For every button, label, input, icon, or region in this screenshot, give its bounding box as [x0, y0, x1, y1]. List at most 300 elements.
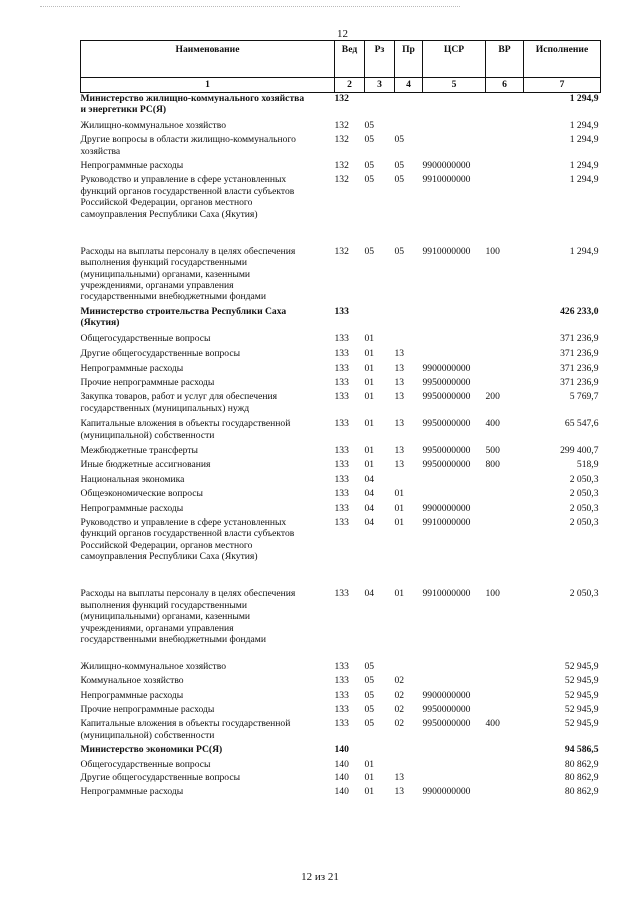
row-pr: 13	[394, 391, 405, 403]
row-rz: 05	[364, 174, 375, 186]
table-row	[81, 690, 601, 704]
row-vr	[486, 744, 524, 758]
row-ved: 140	[334, 744, 349, 756]
row-name-line: Жилищно-коммунальное хозяйство	[80, 660, 227, 672]
row-name	[81, 459, 335, 473]
table-row	[81, 418, 601, 445]
row-rz: 05	[364, 660, 375, 672]
row-sum: 52 945,9	[564, 689, 599, 701]
row-csr: 9950000000	[422, 391, 471, 403]
row-vr	[486, 704, 524, 718]
row-sum: 2 050,3	[569, 488, 599, 500]
row-name-line: учреждениями, органами управления	[80, 280, 234, 292]
row-pr: 13	[394, 376, 405, 388]
table-row	[81, 718, 601, 744]
row-vr: 100	[485, 245, 500, 257]
row-sum: 94 586,5	[564, 744, 599, 756]
row-name-line: государственных (муниципальных) нужд	[80, 402, 250, 414]
row-sum: 371 236,9	[560, 362, 599, 374]
row-name	[81, 160, 335, 174]
row-vr	[486, 134, 524, 160]
row-sum: 80 862,9	[564, 758, 599, 770]
row-sum: 1 294,9	[569, 119, 599, 131]
row-name	[81, 120, 335, 134]
row-rz: 05	[364, 134, 375, 146]
row-name-line: Руководство и управление в сфере установленных	[80, 174, 287, 186]
row-vr	[486, 160, 524, 174]
row-vr	[486, 474, 524, 488]
header-pr: Пр	[395, 41, 423, 78]
row-pr: 02	[394, 689, 405, 701]
row-name-line: Иные бюджетные ассигнования	[80, 459, 211, 471]
row-pr	[395, 306, 423, 333]
row-name-line: Коммунальное хозяйство	[80, 675, 184, 687]
row-rz: 01	[364, 348, 375, 360]
row-name-line: Расходы на выплаты персоналу в целях обеспечения	[80, 588, 296, 600]
row-name-line: выполнения функций государственными	[80, 599, 248, 611]
row-rz: 01	[364, 758, 375, 770]
row-name	[81, 661, 335, 675]
table-row	[81, 459, 601, 473]
row-name-line: выполнения функций государственными	[80, 257, 248, 269]
row-ved: 132	[334, 160, 349, 172]
row-ved: 133	[334, 459, 349, 471]
row-csr: 9900000000	[422, 160, 471, 172]
row-sum: 426 233,0	[560, 305, 599, 317]
row-sum: 1 294,9	[569, 93, 599, 104]
row-csr	[423, 772, 486, 786]
row-csr: 9900000000	[422, 689, 471, 701]
row-pr: 13	[394, 772, 405, 784]
row-sum: 1 294,9	[569, 134, 599, 146]
table-body	[81, 93, 601, 801]
row-name-line: Прочие непрограммные расходы	[80, 704, 215, 716]
row-name-line	[81, 563, 333, 574]
table-row	[81, 160, 601, 174]
row-name-line: самоуправления Республики Саха (Якутия)	[80, 551, 258, 563]
row-csr: 9910000000	[422, 174, 471, 186]
row-rz: 04	[364, 488, 375, 500]
row-vr: 800	[485, 459, 500, 471]
table-row	[81, 377, 601, 391]
row-csr: 9900000000	[422, 786, 471, 798]
header-num-1: 1	[81, 78, 335, 93]
row-pr: 13	[394, 459, 405, 471]
table-row	[81, 474, 601, 488]
row-pr: 01	[394, 588, 405, 600]
row-ved: 140	[334, 786, 349, 798]
table-row	[81, 675, 601, 689]
header-num-5: 5	[423, 78, 486, 93]
row-name-line: Общегосударственные вопросы	[80, 758, 211, 770]
row-csr	[423, 348, 486, 362]
row-name-line: Министерство экономики РС(Я)	[80, 744, 223, 756]
row-name-line: Министерство жилищно-коммунального хозяйства	[80, 93, 305, 104]
row-ved: 133	[334, 305, 349, 317]
row-vr	[486, 759, 524, 772]
row-ved: 133	[334, 704, 349, 716]
row-ved: 133	[334, 348, 349, 360]
table-row	[81, 772, 601, 786]
row-sum: 52 945,9	[564, 660, 599, 672]
row-rz: 05	[364, 119, 375, 131]
row-name-line: Непрограммные расходы	[80, 786, 184, 798]
header-num-7: 7	[524, 78, 601, 93]
row-name-line: (муниципальными) органами, казенными	[80, 268, 251, 280]
row-name-line: Капитальные вложения в объекты государственной	[80, 718, 291, 730]
row-name	[81, 174, 335, 245]
header-name: Наименование	[81, 41, 335, 78]
header-num-3: 3	[365, 78, 395, 93]
row-name	[81, 704, 335, 718]
header-csr: ЦСР	[423, 41, 486, 78]
header-sum: Исполнение	[524, 41, 601, 78]
header-num-2: 2	[335, 78, 365, 93]
row-rz: 01	[364, 362, 375, 374]
row-vr	[486, 488, 524, 502]
row-sum: 52 945,9	[564, 675, 599, 687]
row-pr	[395, 661, 423, 675]
row-csr	[423, 474, 486, 488]
row-name-line: Российской Федерации, органов местного	[80, 197, 253, 209]
row-vr	[486, 306, 524, 333]
budget-table	[80, 40, 601, 801]
row-vr: 100	[485, 588, 500, 600]
row-rz: 04	[364, 516, 375, 528]
row-vr	[486, 503, 524, 517]
row-sum: 5 769,7	[569, 391, 599, 403]
row-name-line: Межбюджетные трансферты	[80, 444, 198, 456]
row-sum: 65 547,6	[564, 418, 599, 430]
row-sum: 52 945,9	[564, 704, 599, 716]
row-vr	[486, 661, 524, 675]
row-csr	[423, 333, 486, 348]
row-ved: 140	[334, 772, 349, 784]
table-row	[81, 661, 601, 675]
row-rz: 05	[364, 245, 375, 257]
row-ved: 133	[334, 718, 349, 730]
row-ved: 133	[334, 488, 349, 500]
row-name-line: Российской Федерации, органов местного	[80, 539, 253, 551]
table-row	[81, 391, 601, 418]
row-vr: 400	[485, 418, 500, 430]
row-vr	[486, 675, 524, 689]
header-ved: Вед	[335, 41, 365, 78]
row-csr	[423, 93, 486, 120]
row-name-line	[81, 220, 333, 231]
row-name-line: Общегосударственные вопросы	[80, 332, 211, 344]
header-rz: Рз	[365, 41, 395, 78]
row-name	[81, 93, 335, 120]
row-rz: 05	[364, 689, 375, 701]
row-pr: 01	[394, 502, 405, 514]
row-csr	[423, 120, 486, 134]
row-rz	[365, 93, 395, 120]
table-row	[81, 744, 601, 758]
page-footer: 12 из 21	[301, 871, 339, 883]
table-row	[81, 517, 601, 588]
table-row	[81, 363, 601, 377]
row-name	[81, 246, 335, 306]
row-rz: 05	[364, 718, 375, 730]
row-name-line: Расходы на выплаты персоналу в целях обеспечения	[80, 245, 296, 257]
row-name-line: (муниципальными) органами, казенными	[80, 611, 251, 623]
row-pr: 01	[394, 516, 405, 528]
row-sum: 371 236,9	[560, 332, 599, 344]
row-name	[81, 488, 335, 502]
row-ved: 133	[334, 516, 349, 528]
row-vr	[486, 517, 524, 588]
table-row	[81, 759, 601, 772]
row-csr	[423, 134, 486, 160]
row-name-line: Непрограммные расходы	[80, 689, 184, 701]
row-name	[81, 363, 335, 377]
row-vr: 500	[485, 444, 500, 456]
row-name	[81, 772, 335, 786]
row-pr	[395, 759, 423, 772]
table-row	[81, 93, 601, 120]
row-sum: 80 862,9	[564, 772, 599, 784]
row-csr: 9950000000	[422, 444, 471, 456]
row-rz: 05	[364, 675, 375, 687]
row-name	[81, 377, 335, 391]
row-name-line	[81, 645, 333, 656]
row-name-line: (муниципальной) собственности	[80, 429, 215, 441]
row-csr: 9910000000	[422, 588, 471, 600]
row-ved: 133	[334, 502, 349, 514]
row-name-line	[81, 574, 333, 585]
header-num-6: 6	[486, 78, 524, 93]
table-row	[81, 174, 601, 245]
row-vr	[486, 333, 524, 348]
row-name-line: Национальная экономика	[80, 473, 185, 485]
row-name-line: Непрограммные расходы	[80, 502, 184, 514]
row-name-line: Непрограммные расходы	[80, 362, 184, 374]
row-sum: 371 236,9	[560, 348, 599, 360]
row-sum: 2 050,3	[569, 588, 599, 600]
row-ved: 133	[334, 444, 349, 456]
row-pr	[395, 474, 423, 488]
header-num-4: 4	[395, 78, 423, 93]
row-ved: 132	[334, 119, 349, 131]
row-vr	[486, 377, 524, 391]
row-rz: 01	[364, 418, 375, 430]
row-name-line: Жилищно-коммунальное хозяйство	[80, 119, 227, 131]
row-pr: 13	[394, 348, 405, 360]
row-name-line: Общеэкономические вопросы	[80, 488, 203, 500]
row-pr: 05	[394, 160, 405, 172]
row-rz: 01	[364, 444, 375, 456]
table-row	[81, 503, 601, 517]
row-pr	[395, 744, 423, 758]
row-vr	[486, 120, 524, 134]
row-csr	[423, 744, 486, 758]
row-csr: 9950000000	[422, 704, 471, 716]
row-sum: 52 945,9	[564, 718, 599, 730]
row-sum: 2 050,3	[569, 473, 599, 485]
row-rz: 01	[364, 772, 375, 784]
row-sum: 2 050,3	[569, 516, 599, 528]
row-vr	[486, 690, 524, 704]
row-pr: 05	[394, 134, 405, 146]
table-row	[81, 120, 601, 134]
row-csr: 9950000000	[422, 376, 471, 388]
table-row	[81, 445, 601, 459]
row-sum: 1 294,9	[569, 174, 599, 186]
row-csr: 9950000000	[422, 718, 471, 730]
row-name	[81, 517, 335, 588]
row-name-line	[81, 231, 333, 242]
table-row	[81, 306, 601, 333]
row-pr: 05	[394, 174, 405, 186]
row-ved: 133	[334, 473, 349, 485]
row-vr: 200	[485, 391, 500, 403]
row-csr	[423, 661, 486, 675]
row-name-line: хозяйства	[80, 145, 121, 157]
row-name	[81, 786, 335, 800]
row-vr	[486, 363, 524, 377]
row-csr: 9950000000	[422, 418, 471, 430]
row-csr	[423, 306, 486, 333]
row-name-line: и энергетики РС(Я)	[80, 104, 167, 116]
table-row	[81, 246, 601, 306]
row-csr	[423, 488, 486, 502]
table-row	[81, 488, 601, 502]
row-name	[81, 391, 335, 418]
row-name	[81, 690, 335, 704]
row-ved: 133	[334, 391, 349, 403]
row-vr	[486, 93, 524, 120]
row-sum: 371 236,9	[560, 376, 599, 388]
row-pr: 13	[394, 786, 405, 798]
row-rz: 01	[364, 459, 375, 471]
row-ved: 133	[334, 376, 349, 388]
row-name-line: государственными внебюджетными фондами	[80, 291, 266, 303]
row-vr	[486, 348, 524, 362]
row-name	[81, 474, 335, 488]
row-name	[81, 744, 335, 758]
row-name	[81, 759, 335, 772]
row-pr: 13	[394, 418, 405, 430]
table-row	[81, 348, 601, 362]
row-pr	[395, 93, 423, 120]
row-sum: 80 862,9	[564, 786, 599, 798]
row-name	[81, 503, 335, 517]
row-sum: 1 294,9	[569, 245, 599, 257]
row-rz: 01	[364, 376, 375, 388]
row-name-line: Другие общегосударственные вопросы	[80, 348, 241, 360]
row-name-line: функций органов государственной власти субъектов	[80, 185, 295, 197]
row-name-line: самоуправления Республики Саха (Якутия)	[80, 208, 258, 220]
row-sum: 1 294,9	[569, 160, 599, 172]
row-pr	[395, 120, 423, 134]
row-csr: 9900000000	[422, 362, 471, 374]
row-csr: 9900000000	[422, 502, 471, 514]
row-name-line: государственными внебюджетными фондами	[80, 634, 266, 645]
row-rz: 04	[364, 588, 375, 600]
row-ved: 133	[334, 362, 349, 374]
header-number-row	[81, 78, 601, 93]
row-name	[81, 348, 335, 362]
row-name-line: Министерство строительства Республики Саха	[80, 305, 287, 317]
row-pr: 13	[394, 362, 405, 374]
row-vr	[486, 772, 524, 786]
row-name	[81, 445, 335, 459]
row-name-line: Закупка товаров, работ и услуг для обеспечения	[80, 391, 278, 403]
row-rz: 01	[364, 786, 375, 798]
row-csr: 9910000000	[422, 245, 471, 257]
row-name	[81, 134, 335, 160]
page-number-top: 12	[337, 28, 348, 40]
table-row	[81, 333, 601, 348]
row-csr	[423, 759, 486, 772]
row-name-line: Другие общегосударственные вопросы	[80, 772, 241, 784]
row-ved: 132	[334, 134, 349, 146]
row-rz	[365, 306, 395, 333]
row-ved: 133	[334, 675, 349, 687]
row-name	[81, 588, 335, 660]
row-name-line: Другие вопросы в области жилищно-коммунального	[80, 134, 296, 146]
row-rz: 01	[364, 332, 375, 344]
row-sum: 2 050,3	[569, 502, 599, 514]
row-ved: 133	[334, 332, 349, 344]
table-row	[81, 786, 601, 800]
row-ved: 133	[334, 588, 349, 600]
row-pr: 02	[394, 704, 405, 716]
table-row	[81, 704, 601, 718]
row-ved: 133	[334, 689, 349, 701]
row-rz: 04	[364, 473, 375, 485]
table-row	[81, 134, 601, 160]
row-rz: 01	[364, 391, 375, 403]
row-rz: 04	[364, 502, 375, 514]
row-pr: 13	[394, 444, 405, 456]
row-ved: 133	[334, 418, 349, 430]
row-name-line: Руководство и управление в сфере установленных	[80, 516, 287, 528]
row-ved: 132	[334, 245, 349, 257]
row-ved: 132	[334, 93, 349, 104]
row-ved: 132	[334, 174, 349, 186]
row-rz: 05	[364, 704, 375, 716]
row-pr: 05	[394, 245, 405, 257]
row-name-line: (Якутия)	[80, 317, 120, 329]
row-csr: 9950000000	[422, 459, 471, 471]
row-name	[81, 333, 335, 348]
row-vr: 400	[485, 718, 500, 730]
table-row	[81, 588, 601, 660]
row-csr	[423, 675, 486, 689]
row-name	[81, 718, 335, 744]
row-rz: 05	[364, 160, 375, 172]
row-pr	[395, 333, 423, 348]
row-ved: 140	[334, 758, 349, 770]
row-csr: 9910000000	[422, 516, 471, 528]
row-rz	[365, 744, 395, 758]
row-name-line: учреждениями, органами управления	[80, 622, 234, 634]
row-pr: 02	[394, 718, 405, 730]
scan-artifact-line	[40, 6, 460, 8]
row-name-line: Непрограммные расходы	[80, 160, 184, 172]
row-sum: 518,9	[576, 459, 599, 471]
row-sum: 299 400,7	[560, 444, 599, 456]
row-name	[81, 306, 335, 333]
row-name-line: функций органов государственной власти субъектов	[80, 528, 295, 540]
row-name	[81, 418, 335, 445]
row-ved: 133	[334, 660, 349, 672]
row-name-line: Прочие непрограммные расходы	[80, 376, 215, 388]
row-name-line: (муниципальной) собственности	[80, 729, 215, 741]
row-pr: 01	[394, 488, 405, 500]
